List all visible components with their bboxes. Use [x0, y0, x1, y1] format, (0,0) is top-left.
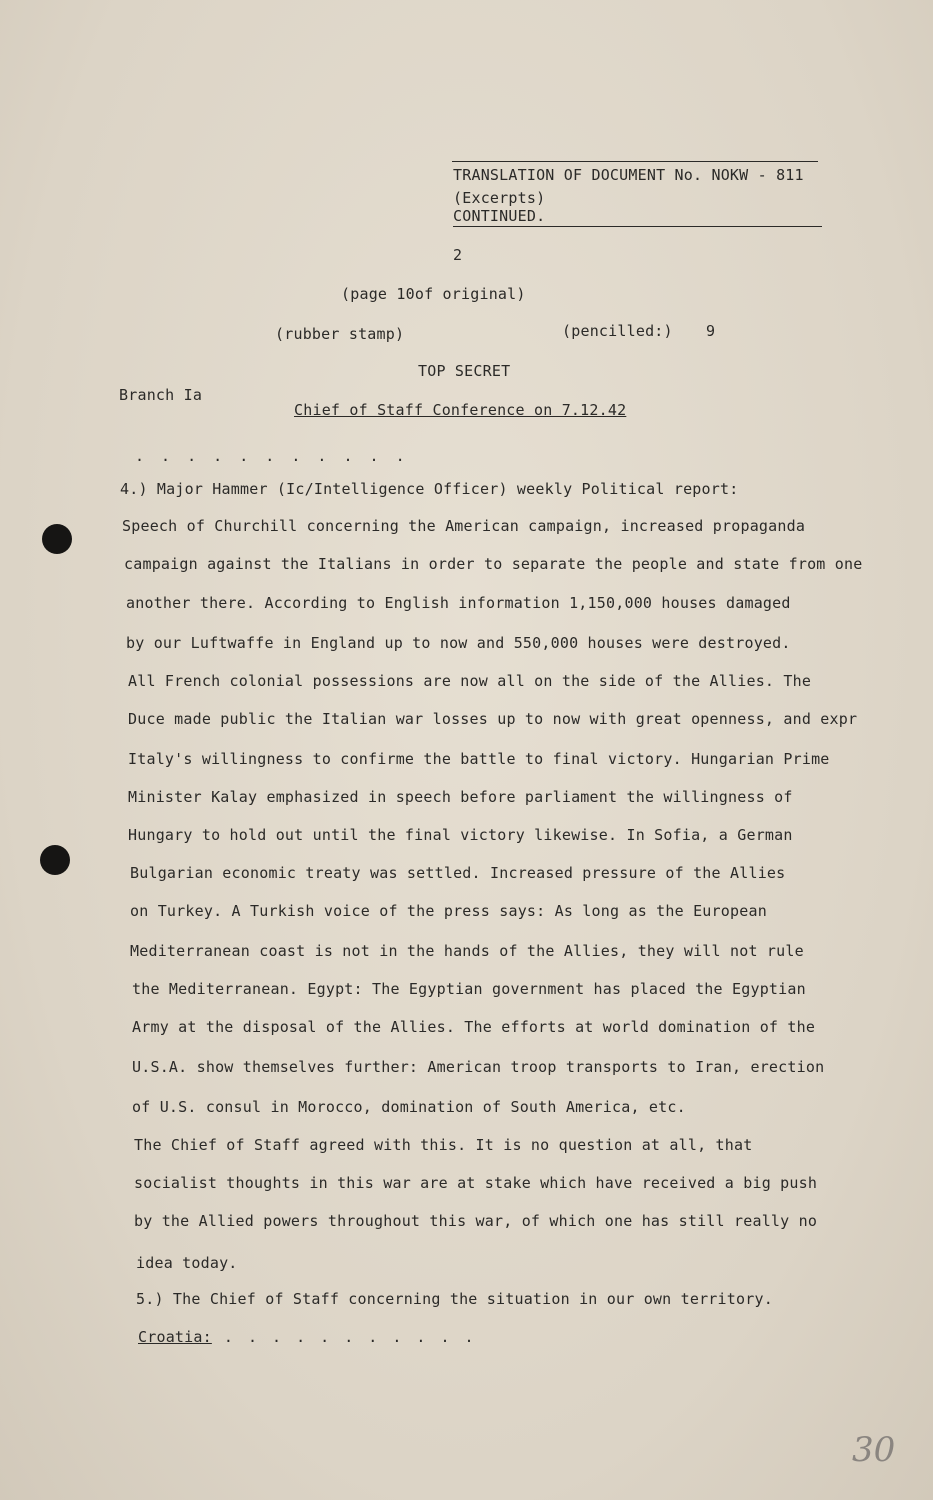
- branch-label: Branch Ia: [119, 386, 203, 404]
- omission-ellipsis: . . . . . . . . . . .: [135, 447, 409, 465]
- header-bottom-rule: [453, 226, 822, 227]
- body-line: 5.) The Chief of Staff concerning the situation in our own territory.: [136, 1290, 773, 1308]
- pencilled-number: 9: [706, 322, 716, 340]
- body-line: Speech of Churchill concerning the American campaign, increased propaganda: [122, 517, 806, 535]
- body-line: Bulgarian economic treaty was settled. Increased pressure of the Allies: [130, 864, 786, 882]
- header-document-number: TRANSLATION OF DOCUMENT No. NOKW - 811: [453, 166, 804, 184]
- rubber-stamp-note: (rubber stamp): [275, 325, 405, 343]
- body-line: the Mediterranean. Egypt: The Egyptian government has placed the Egyptian: [132, 980, 806, 998]
- body-line: All French colonial possessions are now all on the side of the Allies. The: [128, 672, 812, 690]
- body-line: campaign against the Italians in order to separate the people and state from one: [124, 555, 863, 573]
- punch-hole-top: [42, 524, 72, 554]
- body-line: Minister Kalay emphasized in speech before parliament the willingness of: [128, 788, 793, 806]
- body-line: another there. According to English information 1,150,000 houses damaged: [126, 594, 791, 612]
- header-excerpts: (Excerpts): [453, 189, 546, 207]
- handwritten-page-number: 30: [852, 1430, 896, 1470]
- body-line: Hungary to hold out until the final victory likewise. In Sofia, a German: [128, 826, 793, 844]
- header-continued: CONTINUED.: [453, 207, 546, 225]
- header-top-rule: [452, 161, 818, 162]
- body-line: on Turkey. A Turkish voice of the press says: As long as the European: [130, 902, 767, 920]
- body-line: of U.S. consul in Morocco, domination of South America, etc.: [132, 1098, 686, 1116]
- croatia-label: Croatia:: [138, 1328, 212, 1346]
- punch-hole-bottom: [40, 845, 70, 875]
- body-line: socialist thoughts in this war are at stake which have received a big push: [134, 1174, 818, 1192]
- pencilled-note: (pencilled:): [562, 322, 673, 340]
- body-line: Duce made public the Italian war losses up to now with great openness, and expr: [128, 710, 858, 728]
- body-line: Army at the disposal of the Allies. The efforts at world domination of the: [132, 1018, 816, 1036]
- body-line: by our Luftwaffe in England up to now and 550,000 houses were destroyed.: [126, 634, 791, 652]
- page-number: 2: [453, 246, 463, 264]
- original-page-note: (page 10of original): [341, 285, 526, 303]
- classification-label: TOP SECRET: [418, 362, 511, 380]
- body-line: Mediterranean coast is not in the hands of the Allies, they will not rule: [130, 942, 804, 960]
- body-line: U.S.A. show themselves further: American troop transports to Iran, erection: [132, 1058, 825, 1076]
- body-line: The Chief of Staff agreed with this. It is no question at all, that: [134, 1136, 753, 1154]
- body-line: idea today.: [136, 1254, 238, 1272]
- body-line: by the Allied powers throughout this war, of which one has still really no: [134, 1212, 818, 1230]
- body-line: 4.) Major Hammer (Ic/Intelligence Officer) weekly Political report:: [120, 480, 739, 498]
- croatia-line: [138, 1328, 477, 1346]
- croatia-ellipsis: . . . . . . . . . . .: [211, 1328, 477, 1346]
- body-line: Italy's willingness to confirme the battle to final victory. Hungarian Prime: [128, 750, 830, 768]
- conference-title: Chief of Staff Conference on 7.12.42: [294, 401, 627, 419]
